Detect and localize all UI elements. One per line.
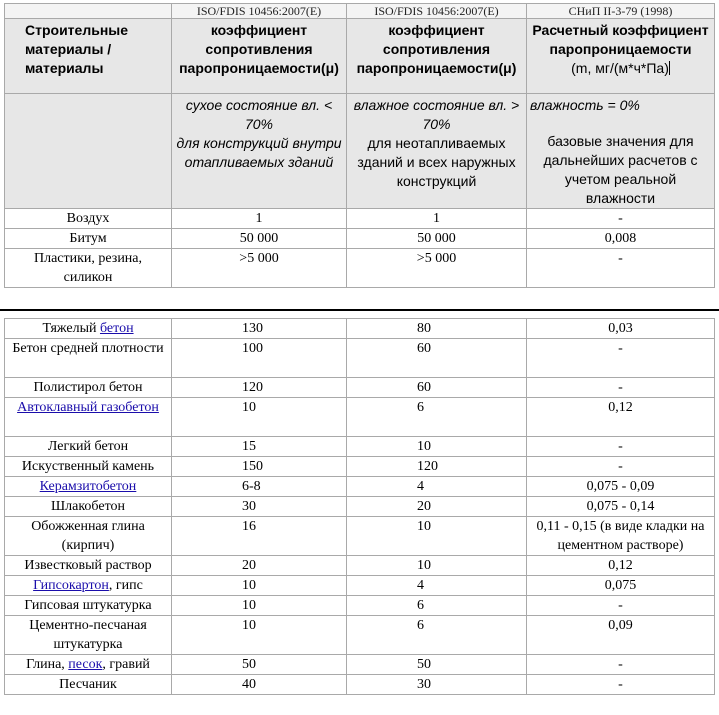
snip-value: - <box>527 249 715 288</box>
vapor-table-header-section <box>4 3 715 288</box>
wet-value: 6 <box>347 398 527 437</box>
material-name <box>5 339 172 378</box>
table-row <box>5 398 715 437</box>
material-link[interactable]: Керамзитобетон <box>39 479 137 494</box>
conditions-snip <box>527 94 715 209</box>
snip-value: - <box>527 457 715 477</box>
wet-value: >5 000 <box>347 249 527 288</box>
header-materials: Строительные материалы / материалы <box>5 19 172 94</box>
snip-value: 0,03 <box>527 319 715 339</box>
material-name <box>5 477 172 497</box>
snip-value: 0,075 <box>527 576 715 596</box>
material-name <box>5 655 172 675</box>
wet-value: 4 <box>347 576 527 596</box>
table-row <box>5 596 715 616</box>
dry-value: 150 <box>172 457 347 477</box>
text-cursor <box>669 61 670 75</box>
snip-value: - <box>527 437 715 457</box>
snip-value: 0,075 - 0,09 <box>527 477 715 497</box>
material-name <box>5 517 172 556</box>
material-name-suffix: , гравий <box>102 657 150 672</box>
material-name <box>5 675 172 695</box>
table-row <box>5 319 715 339</box>
wet-value: 4 <box>347 477 527 497</box>
material-name: Битум <box>5 229 172 249</box>
dry-value: 10 <box>172 576 347 596</box>
material-name <box>5 616 172 655</box>
material-name-text: Известковый раствор <box>24 558 152 573</box>
standards-row <box>5 4 715 19</box>
table-row <box>5 457 715 477</box>
dry-use-text: для конструкций внутри отапливаемых зданий <box>176 135 342 170</box>
snip-value: 0,008 <box>527 229 715 249</box>
material-name <box>5 457 172 477</box>
snip-state-text: влажность = 0% <box>530 97 640 113</box>
wet-value: 10 <box>347 437 527 457</box>
material-name-text: Цементно-песчаная штукатурка <box>29 618 147 652</box>
snip-value: 0,075 - 0,14 <box>527 497 715 517</box>
table-row <box>5 249 715 288</box>
material-name-text: Обожженная глина (кирпич) <box>31 519 145 553</box>
dry-value: 1 <box>172 209 347 229</box>
material-name-text: Гипсовая штукатурка <box>24 598 152 613</box>
material-name <box>5 378 172 398</box>
standard-cell: СНиП II-3-79 (1998) <box>527 4 715 19</box>
snip-value: 0,12 <box>527 556 715 576</box>
table-row <box>5 437 715 457</box>
header-snip-title: Расчетный коэффициент паропроницаемости <box>532 22 709 57</box>
dry-state-text: сухое состояние вл. < 70% <box>185 97 333 132</box>
snip-value: - <box>527 675 715 695</box>
dry-value: 100 <box>172 339 347 378</box>
wet-value: 20 <box>347 497 527 517</box>
standard-cell: ISO/FDIS 10456:2007(E) <box>172 4 347 19</box>
material-link[interactable]: песок <box>68 657 103 672</box>
material-name <box>5 437 172 457</box>
material-link[interactable]: Гипсокартон <box>33 578 109 593</box>
snip-use-text: базовые значения для дальнейших расчетов с учетом реальной влажности <box>543 133 698 206</box>
snip-value: - <box>527 378 715 398</box>
material-name-text: Песчаник <box>59 677 117 692</box>
section-divider <box>0 309 719 311</box>
wet-value: 1 <box>347 209 527 229</box>
material-name-text: Полистирол бетон <box>33 380 143 395</box>
table-row <box>5 675 715 695</box>
wet-value: 30 <box>347 675 527 695</box>
wet-value: 50 <box>347 655 527 675</box>
conditions-empty-cell <box>5 94 172 209</box>
table-row <box>5 576 715 596</box>
header-wet-coefficient: коэффициент сопротивления паропроницаемости(μ) <box>347 19 527 94</box>
snip-value: - <box>527 655 715 675</box>
wet-value: 6 <box>347 596 527 616</box>
wet-value: 60 <box>347 378 527 398</box>
dry-value: 10 <box>172 596 347 616</box>
table-row <box>5 556 715 576</box>
snip-value: - <box>527 339 715 378</box>
snip-value: 0,11 - 0,15 (в виде кладки на цементном растворе) <box>527 517 715 556</box>
wet-value: 10 <box>347 517 527 556</box>
material-name: Воздух <box>5 209 172 229</box>
material-name <box>5 497 172 517</box>
material-name <box>5 596 172 616</box>
material-name <box>5 319 172 339</box>
material-name: Пластики, резина, силикон <box>5 249 172 288</box>
snip-value: 0,09 <box>527 616 715 655</box>
vapor-table-materials-section <box>4 318 715 695</box>
wet-use-text: для неотапливаемых зданий и всех наружных конструкций <box>357 135 516 189</box>
wet-value: 6 <box>347 616 527 655</box>
standard-cell: ISO/FDIS 10456:2007(E) <box>347 4 527 19</box>
material-name-text: Искуственный камень <box>21 459 155 474</box>
wet-value: 80 <box>347 319 527 339</box>
dry-value: 40 <box>172 675 347 695</box>
dry-value: 6-8 <box>172 477 347 497</box>
dry-value: 10 <box>172 398 347 437</box>
material-name <box>5 556 172 576</box>
conditions-wet <box>347 94 527 209</box>
table-row <box>5 477 715 497</box>
header-dry-coefficient: коэффициент сопротивления паропроницаемости(μ) <box>172 19 347 94</box>
dry-value: 30 <box>172 497 347 517</box>
material-name-text: Легкий бетон <box>47 439 129 454</box>
material-name-text: Шлакобетон <box>51 499 125 514</box>
dry-value: 16 <box>172 517 347 556</box>
wet-state-text: влажное состояние вл. > 70% <box>353 97 520 132</box>
dry-value: 10 <box>172 616 347 655</box>
conditions-dry <box>172 94 347 209</box>
table-row <box>5 517 715 556</box>
material-name <box>5 398 172 437</box>
dry-value: 50 <box>172 655 347 675</box>
table-row <box>5 209 715 229</box>
table-row <box>5 497 715 517</box>
header-snip-unit: (m, мг/(м*ч*Па) <box>571 60 669 76</box>
material-name-text: Бетон средней плотности <box>12 341 164 356</box>
table-row <box>5 229 715 249</box>
dry-value: 50 000 <box>172 229 347 249</box>
snip-value: 0,12 <box>527 398 715 437</box>
table-row <box>5 616 715 655</box>
wet-value: 10 <box>347 556 527 576</box>
dry-value: 20 <box>172 556 347 576</box>
conditions-row <box>5 94 715 209</box>
column-header-row <box>5 19 715 94</box>
snip-value: - <box>527 209 715 229</box>
dry-value: >5 000 <box>172 249 347 288</box>
table-row <box>5 339 715 378</box>
material-name <box>5 576 172 596</box>
standard-empty-cell <box>5 4 172 19</box>
dry-value: 130 <box>172 319 347 339</box>
material-name-text: Тяжелый <box>42 321 100 336</box>
dry-value: 15 <box>172 437 347 457</box>
wet-value: 60 <box>347 339 527 378</box>
material-link[interactable]: Автоклавный газобетон <box>17 400 159 415</box>
wet-value: 120 <box>347 457 527 477</box>
table-row <box>5 378 715 398</box>
header-snip-coefficient <box>527 19 715 94</box>
material-name-text: Глина, <box>26 657 69 672</box>
material-link[interactable]: бетон <box>99 321 134 336</box>
dry-value: 120 <box>172 378 347 398</box>
snip-value: - <box>527 596 715 616</box>
material-name-suffix: , гипс <box>108 578 143 593</box>
wet-value: 50 000 <box>347 229 527 249</box>
table-row <box>5 655 715 675</box>
